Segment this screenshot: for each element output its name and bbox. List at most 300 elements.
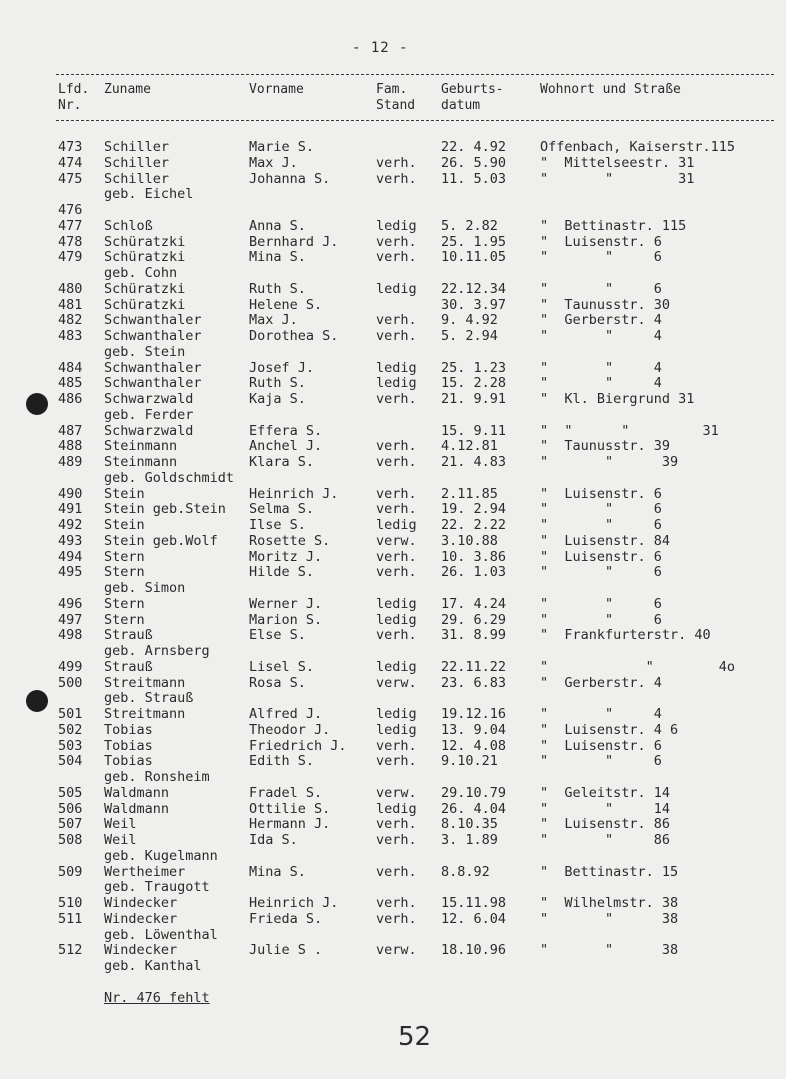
entry-residence: " " 39	[540, 454, 679, 470]
entry-number: 487	[58, 422, 83, 439]
table-row	[0, 297, 786, 313]
entry-residence: " " 4o	[540, 658, 736, 675]
entry-firstname: Else S.	[249, 627, 306, 644]
entry-residence: " " 6	[540, 753, 662, 770]
entry-surname: Schüratzki	[104, 296, 186, 313]
entry-firstname: Josef J.	[249, 359, 315, 376]
entry-firstname: Ida S.	[249, 832, 298, 848]
table-row	[0, 832, 786, 848]
entry-surname: Schiller	[104, 170, 170, 187]
entry-firstname: Marion S.	[249, 611, 323, 628]
entry-marital-status: verh.	[376, 548, 417, 565]
entry-marital-status: verh.	[376, 501, 417, 518]
entry-firstname: Selma S.	[249, 501, 315, 518]
entry-birthdate: 8.10.35	[441, 816, 498, 833]
table-row	[0, 942, 786, 958]
entry-marital-status: verh.	[376, 438, 417, 455]
entry-birthdate: 4.12.81	[441, 438, 498, 455]
entry-firstname: Max J.	[249, 312, 298, 329]
entry-number: 497	[58, 611, 83, 628]
entry-residence: Offenbach, Kaiserstr.115	[540, 139, 736, 155]
table-row	[0, 927, 786, 943]
entry-surname: Stern	[104, 595, 145, 612]
entry-number: 482	[58, 312, 83, 329]
entry-marital-status: ledig	[376, 517, 417, 533]
entry-firstname: Werner J.	[249, 595, 323, 612]
entry-surname: Schwanthaler	[104, 359, 202, 376]
entry-surname: Schloß	[104, 217, 153, 234]
entry-firstname: Rosa S.	[249, 674, 306, 691]
entry-firstname: Theodor J.	[249, 721, 331, 738]
entry-number: 490	[58, 485, 83, 502]
entry-residence: " Wilhelmstr. 38	[540, 895, 679, 911]
table-row	[0, 344, 786, 360]
entry-surname: Waldmann	[104, 800, 170, 817]
entry-birthdate: 17. 4.24	[441, 595, 507, 612]
entry-number: 500	[58, 674, 83, 691]
entry-residence: " Luisenstr. 6	[540, 548, 662, 565]
entry-firstname: Frieda S.	[249, 910, 323, 927]
entry-firstname: Moritz J.	[249, 548, 323, 565]
entry-firstname: Ruth S.	[249, 280, 306, 297]
table-row	[0, 785, 786, 801]
entry-number: 479	[58, 249, 83, 266]
entry-birthdate: 15. 2.28	[441, 375, 507, 392]
entry-surname: Stein geb.Wolf	[104, 532, 218, 549]
entry-surname: Windecker	[104, 895, 178, 911]
entry-birthdate: 31. 8.99	[441, 627, 507, 644]
entry-number: 478	[58, 233, 83, 250]
entry-marital-status: verh.	[376, 233, 417, 250]
table-row	[0, 186, 786, 202]
entry-number: 512	[58, 942, 83, 959]
page-number: - 12 -	[352, 40, 409, 56]
entry-surname: Stein geb.Stein	[104, 501, 226, 518]
entry-birthdate: 21. 4.83	[441, 454, 507, 470]
table-row	[0, 375, 786, 391]
entry-surname: Schwanthaler	[104, 312, 202, 329]
entry-residence: " " 31	[540, 170, 695, 187]
entry-birthdate: 19.12.16	[441, 706, 507, 722]
entry-firstname: Anchel J.	[249, 438, 323, 455]
entry-residence: " " 38	[540, 942, 679, 959]
entry-surname: geb. Simon	[104, 580, 186, 596]
table-row	[0, 659, 786, 675]
table-row	[0, 249, 786, 265]
entry-surname: geb. Goldschmidt	[104, 469, 235, 486]
table-row	[0, 580, 786, 596]
entry-surname: Streitmann	[104, 706, 186, 722]
entry-number: 508	[58, 832, 83, 848]
entry-surname: Schwarzwald	[104, 391, 194, 407]
entry-marital-status: verh.	[376, 753, 417, 770]
entry-number: 476	[58, 202, 83, 218]
entry-number: 507	[58, 816, 83, 833]
entry-surname: Steinmann	[104, 438, 178, 455]
entry-number: 485	[58, 375, 83, 392]
entry-birthdate: 15. 9.11	[441, 422, 507, 439]
top-rule	[56, 74, 774, 75]
header-vorname: Vorname	[249, 82, 304, 97]
entry-marital-status: verh.	[376, 832, 417, 848]
entry-residence: " " 6	[540, 501, 662, 518]
table-row	[0, 501, 786, 517]
entry-marital-status: verh.	[376, 895, 417, 911]
entry-firstname: Heinrich J.	[249, 485, 339, 502]
table-row	[0, 517, 786, 533]
entry-firstname: Lisel S.	[249, 658, 315, 675]
table-row	[0, 486, 786, 502]
entry-firstname: Edith S.	[249, 753, 315, 770]
entry-marital-status: verw.	[376, 674, 417, 691]
entry-residence: " Mittelseestr. 31	[540, 154, 695, 171]
entry-birthdate: 29. 6.29	[441, 611, 507, 628]
entry-surname: Windecker	[104, 942, 178, 959]
entry-number: 503	[58, 737, 83, 754]
entry-number: 477	[58, 217, 83, 234]
entry-firstname: Ottilie S.	[249, 800, 331, 817]
entry-marital-status: verh.	[376, 627, 417, 644]
entry-number: 496	[58, 595, 83, 612]
entry-residence: " " 6	[540, 280, 662, 297]
table-row	[0, 769, 786, 785]
entry-firstname: Max J.	[249, 154, 298, 171]
entry-number: 489	[58, 454, 83, 470]
entry-firstname: Mina S.	[249, 249, 306, 266]
entry-surname: Schiller	[104, 154, 170, 171]
entry-marital-status: verh.	[376, 485, 417, 502]
table-row	[0, 816, 786, 832]
entry-residence: " Frankfurterstr. 40	[540, 627, 711, 644]
entry-residence: " " 6	[540, 564, 662, 581]
entry-birthdate: 10.11.05	[441, 249, 507, 266]
entry-surname: geb. Ferder	[104, 406, 194, 423]
table-row	[0, 643, 786, 659]
entry-number: 484	[58, 359, 83, 376]
entry-firstname: Klara S.	[249, 454, 315, 470]
entry-surname: Tobias	[104, 737, 153, 754]
entry-surname: Weil	[104, 816, 137, 833]
entry-birthdate: 9. 4.92	[441, 312, 498, 329]
entry-birthdate: 19. 2.94	[441, 501, 507, 518]
table-row	[0, 470, 786, 486]
header-lfd-nr: Lfd. Nr.	[58, 82, 90, 113]
table-row	[0, 438, 786, 454]
entry-marital-status: verw.	[376, 532, 417, 549]
table-row	[0, 738, 786, 754]
entry-marital-status: ledig	[376, 217, 417, 234]
entry-marital-status: ledig	[376, 800, 417, 817]
table-row	[0, 391, 786, 407]
entry-surname: Streitmann	[104, 674, 186, 691]
entry-birthdate: 8.8.92	[441, 863, 490, 880]
entry-marital-status: verh.	[376, 170, 417, 187]
entry-surname: Wertheimer	[104, 863, 186, 880]
entry-residence: " " 86	[540, 832, 671, 848]
table-row	[0, 722, 786, 738]
entry-number: 505	[58, 784, 83, 801]
entry-surname: Weil	[104, 832, 137, 848]
entry-surname: Strauß	[104, 627, 153, 644]
entry-birthdate: 2.11.85	[441, 485, 498, 502]
entry-birthdate: 12. 4.08	[441, 737, 507, 754]
entry-firstname: Dorothea S.	[249, 328, 339, 344]
punch-hole	[26, 393, 48, 415]
entry-firstname: Ilse S.	[249, 517, 306, 533]
entry-firstname: Hilde S.	[249, 564, 315, 581]
entry-marital-status: verh.	[376, 328, 417, 344]
entry-number: 492	[58, 517, 83, 533]
entry-marital-status: ledig	[376, 658, 417, 675]
entry-birthdate: 26. 1.03	[441, 564, 507, 581]
entry-number: 491	[58, 501, 83, 518]
entry-marital-status: verh.	[376, 312, 417, 329]
entry-number: 480	[58, 280, 83, 297]
entry-residence: " " 6	[540, 517, 662, 533]
entry-number: 501	[58, 706, 83, 722]
entry-number: 474	[58, 154, 83, 171]
entry-residence: " Taunusstr. 30	[540, 296, 671, 313]
table-row	[0, 454, 786, 470]
entry-firstname: Friedrich J.	[249, 737, 347, 754]
footer-note: Nr. 476 fehlt	[104, 990, 210, 1006]
entry-birthdate: 22. 2.22	[441, 517, 507, 533]
entry-surname: Schiller	[104, 139, 170, 155]
table-row	[0, 706, 786, 722]
header-wohnort: Wohnort und Straße	[540, 82, 681, 97]
entry-surname: Schüratzki	[104, 233, 186, 250]
table-row	[0, 155, 786, 171]
table-row	[0, 549, 786, 565]
entry-birthdate: 13. 9.04	[441, 721, 507, 738]
table-row	[0, 895, 786, 911]
entry-number: 475	[58, 170, 83, 187]
entry-firstname: Kaja S.	[249, 391, 306, 407]
entry-marital-status: verh.	[376, 910, 417, 927]
entry-marital-status: verh.	[376, 454, 417, 470]
entry-surname: Stern	[104, 611, 145, 628]
table-row	[0, 879, 786, 895]
entry-residence: " Taunusstr. 39	[540, 438, 671, 455]
entry-residence: " " 4	[540, 359, 662, 376]
table-row	[0, 423, 786, 439]
entry-birthdate: 21. 9.91	[441, 391, 507, 407]
entry-number: 509	[58, 863, 83, 880]
entry-surname: Tobias	[104, 721, 153, 738]
entry-firstname: Johanna S.	[249, 170, 331, 187]
entry-marital-status: ledig	[376, 706, 417, 722]
entry-birthdate: 9.10.21	[441, 753, 498, 770]
entry-surname: Strauß	[104, 658, 153, 675]
punch-hole	[26, 690, 48, 712]
header-zuname: Zuname	[104, 82, 151, 97]
entry-residence: " Gerberstr. 4	[540, 674, 662, 691]
entry-marital-status: verw.	[376, 784, 417, 801]
entry-number: 506	[58, 800, 83, 817]
entry-firstname: Hermann J.	[249, 816, 331, 833]
entry-number: 510	[58, 895, 83, 911]
entry-residence: " " 6	[540, 249, 662, 266]
table-row	[0, 533, 786, 549]
entry-number: 483	[58, 328, 83, 344]
entry-firstname: Heinrich J.	[249, 895, 339, 911]
entry-surname: Schüratzki	[104, 280, 186, 297]
table-row	[0, 218, 786, 234]
header-rule	[56, 120, 774, 121]
entry-birthdate: 22. 4.92	[441, 139, 507, 155]
entry-firstname: Helene S.	[249, 296, 323, 313]
entry-number: 502	[58, 721, 83, 738]
table-row	[0, 328, 786, 344]
entry-residence: " Bettinastr. 115	[540, 217, 687, 234]
table-row	[0, 281, 786, 297]
entry-birthdate: 30. 3.97	[441, 296, 507, 313]
entry-birthdate: 11. 5.03	[441, 170, 507, 187]
entry-number: 499	[58, 658, 83, 675]
entry-birthdate: 22.11.22	[441, 658, 507, 675]
table-row	[0, 360, 786, 376]
entry-birthdate: 15.11.98	[441, 895, 507, 911]
entry-surname: geb. Traugott	[104, 879, 210, 896]
entry-marital-status: ledig	[376, 611, 417, 628]
entry-marital-status: verh.	[376, 816, 417, 833]
entry-birthdate: 3.10.88	[441, 532, 498, 549]
entry-birthdate: 25. 1.95	[441, 233, 507, 250]
entry-surname: geb. Strauß	[104, 690, 194, 707]
entry-residence: " Luisenstr. 4 6	[540, 721, 679, 738]
entry-birthdate: 26. 5.90	[441, 154, 507, 171]
table-row	[0, 171, 786, 187]
entry-residence: " Luisenstr. 6	[540, 737, 662, 754]
entry-marital-status: ledig	[376, 375, 417, 392]
entry-residence: " " 4	[540, 375, 662, 392]
entry-surname: geb. Cohn	[104, 265, 178, 281]
entry-birthdate: 12. 6.04	[441, 910, 507, 927]
entry-firstname: Ruth S.	[249, 375, 306, 392]
table-row	[0, 801, 786, 817]
entry-number: 511	[58, 910, 83, 927]
entry-surname: Tobias	[104, 753, 153, 770]
entry-residence: " " 4	[540, 706, 662, 722]
entry-firstname: Bernhard J.	[249, 233, 339, 250]
entry-firstname: Alfred J.	[249, 706, 323, 722]
table-row	[0, 753, 786, 769]
entry-marital-status: ledig	[376, 359, 417, 376]
entry-birthdate: 5. 2.82	[441, 217, 498, 234]
entry-number: 504	[58, 753, 83, 770]
entry-marital-status: ledig	[376, 595, 417, 612]
entry-residence: " " 38	[540, 910, 679, 927]
entry-surname: geb. Stein	[104, 343, 186, 360]
entry-firstname: Marie S.	[249, 139, 315, 155]
entry-firstname: Mina S.	[249, 863, 306, 880]
entry-surname: Stern	[104, 564, 145, 581]
entry-residence: " " 6	[540, 595, 662, 612]
table-row	[0, 690, 786, 706]
entry-birthdate: 22.12.34	[441, 280, 507, 297]
entry-firstname: Rosette S.	[249, 532, 331, 549]
entry-surname: geb. Kugelmann	[104, 847, 218, 864]
entry-surname: Stein	[104, 485, 145, 502]
entry-number: 473	[58, 139, 83, 155]
entry-surname: Schwanthaler	[104, 328, 202, 344]
entry-number: 494	[58, 548, 83, 565]
entry-surname: Schwanthaler	[104, 375, 202, 392]
entry-surname: Windecker	[104, 910, 178, 927]
entry-surname: geb. Eichel	[104, 186, 194, 203]
entry-residence: " " 4	[540, 328, 662, 344]
entry-marital-status: verh.	[376, 249, 417, 266]
entry-birthdate: 5. 2.94	[441, 328, 498, 344]
entry-residence: " Luisenstr. 6	[540, 485, 662, 502]
table-row	[0, 564, 786, 580]
table-row	[0, 312, 786, 328]
entry-residence: " Luisenstr. 6	[540, 233, 662, 250]
entry-surname: geb. Arnsberg	[104, 643, 210, 659]
entry-number: 498	[58, 627, 83, 644]
entry-marital-status: verh.	[376, 391, 417, 407]
table-row	[0, 265, 786, 281]
table-row	[0, 407, 786, 423]
entry-birthdate: 29.10.79	[441, 784, 507, 801]
entry-birthdate: 25. 1.23	[441, 359, 507, 376]
entry-birthdate: 10. 3.86	[441, 548, 507, 565]
header-fam-stand: Fam. Stand	[376, 82, 416, 113]
entry-marital-status: verh.	[376, 863, 417, 880]
entry-surname: Schwarzwald	[104, 422, 194, 439]
handwritten-page-mark: 52	[398, 1022, 432, 1052]
entry-marital-status: verh.	[376, 564, 417, 581]
entry-marital-status: verh.	[376, 737, 417, 754]
entry-surname: geb. Löwenthal	[104, 926, 218, 943]
entry-firstname: Effera S.	[249, 422, 323, 439]
entry-birthdate: 23. 6.83	[441, 674, 507, 691]
entry-marital-status: verw.	[376, 942, 417, 959]
table-row	[0, 202, 786, 218]
entry-residence: " " " 31	[540, 422, 719, 439]
entry-residence: " Kl. Biergrund 31	[540, 391, 695, 407]
table-row	[0, 139, 786, 155]
table-row	[0, 848, 786, 864]
entry-firstname: Julie S .	[249, 942, 323, 959]
table-row	[0, 612, 786, 628]
entry-number: 495	[58, 564, 83, 581]
entry-residence: " Gerberstr. 4	[540, 312, 662, 329]
header-geburtsdatum: Geburts- datum	[441, 82, 504, 113]
entry-surname: geb. Ronsheim	[104, 769, 210, 785]
entry-number: 493	[58, 532, 83, 549]
entry-marital-status: ledig	[376, 721, 417, 738]
table-row	[0, 864, 786, 880]
entry-number: 481	[58, 296, 83, 313]
entry-surname: Schüratzki	[104, 249, 186, 266]
entry-firstname: Fradel S.	[249, 784, 323, 801]
entry-birthdate: 26. 4.04	[441, 800, 507, 817]
entry-surname: Stern	[104, 548, 145, 565]
table-row	[0, 596, 786, 612]
table-row	[0, 911, 786, 927]
entry-residence: " Luisenstr. 86	[540, 816, 671, 833]
entry-residence: " " 6	[540, 611, 662, 628]
entry-residence: " Luisenstr. 84	[540, 532, 671, 549]
table-row	[0, 234, 786, 250]
entry-firstname: Anna S.	[249, 217, 306, 234]
table-row	[0, 958, 786, 974]
entry-birthdate: 18.10.96	[441, 942, 507, 959]
entry-residence: " Geleitstr. 14	[540, 784, 671, 801]
entry-birthdate: 3. 1.89	[441, 832, 498, 848]
entry-surname: Stein	[104, 517, 145, 533]
